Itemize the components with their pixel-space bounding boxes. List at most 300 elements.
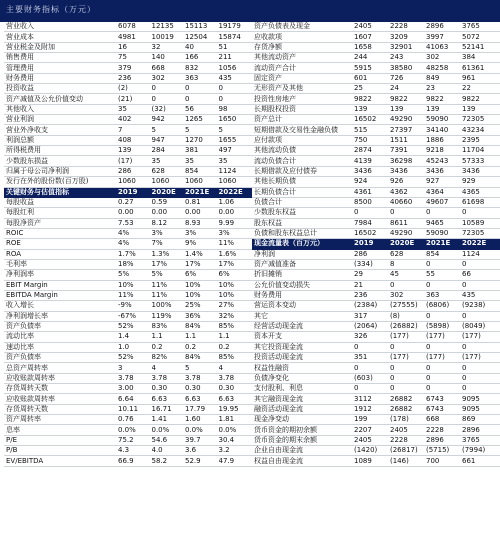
row-label: 流动资产合计 bbox=[254, 63, 296, 72]
value-cell: 51 bbox=[218, 42, 228, 51]
table-row bbox=[4, 291, 252, 301]
value-cell: 3.6 bbox=[185, 446, 197, 455]
value-cell: 236 bbox=[354, 291, 368, 300]
value-cell: 83% bbox=[151, 322, 168, 331]
value-cell: 0.81 bbox=[185, 198, 201, 207]
value-cell: 17% bbox=[218, 260, 235, 269]
value-cell: 3765 bbox=[462, 22, 480, 31]
value-cell: 6743 bbox=[426, 394, 444, 403]
value-cell: 0.00 bbox=[151, 208, 168, 217]
row-label: 短期借款及交易性金融负债 bbox=[254, 125, 338, 134]
table-row bbox=[252, 167, 500, 177]
value-cell: 9822 bbox=[426, 94, 444, 103]
value-cell: 5% bbox=[151, 270, 163, 279]
value-cell: 3997 bbox=[426, 32, 444, 41]
value-cell: 351 bbox=[354, 353, 368, 362]
row-label: 应收款项 bbox=[254, 32, 282, 41]
table-row bbox=[252, 322, 500, 332]
value-cell: 36298 bbox=[390, 156, 413, 165]
row-label: 流动负债合计 bbox=[254, 156, 296, 165]
table-row bbox=[4, 53, 252, 63]
row-label: 管理费用 bbox=[6, 63, 34, 72]
table-row bbox=[252, 415, 500, 425]
table-row bbox=[4, 105, 252, 115]
value-cell: 0 bbox=[390, 342, 395, 351]
value-cell: 0 bbox=[462, 384, 467, 393]
table-row bbox=[252, 198, 500, 208]
table-row bbox=[252, 208, 500, 218]
row-label: 固定资产 bbox=[254, 73, 282, 82]
value-cell: 286 bbox=[118, 166, 132, 175]
row-label: 毛利率 bbox=[6, 260, 27, 269]
row-label: 净利润 bbox=[254, 249, 275, 258]
value-cell: 0 bbox=[218, 84, 223, 93]
value-cell: 2207 bbox=[354, 425, 372, 434]
value-cell: 85% bbox=[218, 322, 235, 331]
value-cell: 1.1 bbox=[185, 332, 197, 341]
value-cell: 24 bbox=[390, 84, 399, 93]
table-row bbox=[4, 436, 252, 446]
value-cell: 52141 bbox=[462, 42, 485, 51]
value-cell: (177) bbox=[426, 332, 445, 341]
value-cell: (5898) bbox=[426, 322, 450, 331]
value-cell: 2228 bbox=[426, 425, 444, 434]
value-cell: 82% bbox=[151, 353, 168, 362]
table-row bbox=[4, 343, 252, 353]
value-cell: 12504 bbox=[185, 32, 208, 41]
value-cell: (9238) bbox=[462, 301, 486, 310]
table-row bbox=[252, 84, 500, 94]
value-cell: 317 bbox=[354, 311, 368, 320]
section-header-row bbox=[252, 239, 500, 249]
row-label: 总资产周转率 bbox=[6, 363, 48, 372]
table-row bbox=[252, 405, 500, 415]
row-label: 营业收入 bbox=[6, 22, 34, 31]
year-header-cell: 2021E bbox=[185, 187, 210, 196]
value-cell: 5915 bbox=[354, 63, 372, 72]
value-cell: 661 bbox=[462, 456, 476, 465]
value-cell: 40660 bbox=[390, 198, 413, 207]
value-cell: 1886 bbox=[426, 135, 444, 144]
row-label: 资产周转率 bbox=[6, 415, 41, 424]
value-cell: 236 bbox=[118, 73, 132, 82]
table-row bbox=[252, 53, 500, 63]
row-label: 净利润增长率 bbox=[6, 311, 48, 320]
value-cell: 4.3 bbox=[118, 446, 130, 455]
value-cell: 243 bbox=[390, 53, 404, 62]
value-cell: 1060 bbox=[151, 177, 170, 186]
value-cell: 3% bbox=[151, 229, 163, 238]
row-label: 投资收益 bbox=[6, 84, 34, 93]
row-label: 每股红利 bbox=[6, 208, 34, 217]
table-row bbox=[252, 270, 500, 280]
value-cell: 363 bbox=[185, 73, 199, 82]
value-cell: 16.71 bbox=[151, 404, 172, 413]
year-header-cell: 2020E bbox=[390, 239, 415, 248]
value-cell: 628 bbox=[151, 166, 165, 175]
value-cell: 35 bbox=[118, 104, 127, 113]
value-cell: 0.0% bbox=[151, 425, 170, 434]
row-label: 负债合计 bbox=[254, 198, 282, 207]
value-cell: 45 bbox=[390, 270, 399, 279]
table-row bbox=[4, 32, 252, 42]
row-label: 营业成本 bbox=[6, 32, 34, 41]
table-row bbox=[4, 363, 252, 373]
table-row bbox=[4, 84, 252, 94]
value-cell: 0.00 bbox=[118, 208, 134, 217]
table-row bbox=[4, 250, 252, 260]
value-cell: 854 bbox=[426, 249, 440, 258]
value-cell: 3436 bbox=[390, 166, 408, 175]
value-cell: 140 bbox=[151, 53, 165, 62]
value-cell: 3.78 bbox=[151, 373, 168, 382]
year-header-cell: 2022E bbox=[218, 187, 243, 196]
table-row bbox=[4, 198, 252, 208]
row-label: 其它融资现金流 bbox=[254, 394, 303, 403]
value-cell: 66.9 bbox=[118, 456, 134, 465]
value-cell: 36% bbox=[185, 311, 201, 320]
value-cell: 515 bbox=[354, 125, 368, 134]
value-cell: 1.81 bbox=[218, 415, 235, 424]
value-cell: 849 bbox=[426, 73, 440, 82]
value-cell: 2405 bbox=[354, 435, 372, 444]
value-cell: 9095 bbox=[462, 394, 480, 403]
value-cell: 3 bbox=[118, 363, 123, 372]
value-cell: 72305 bbox=[462, 115, 485, 124]
value-cell: 628 bbox=[390, 249, 404, 258]
table-row bbox=[4, 415, 252, 425]
value-cell: 52% bbox=[118, 353, 134, 362]
table-row bbox=[252, 115, 500, 125]
value-cell: 27397 bbox=[390, 125, 413, 134]
value-cell: 0 bbox=[462, 373, 467, 382]
table-row bbox=[252, 105, 500, 115]
value-cell: 29 bbox=[354, 270, 363, 279]
value-cell: 961 bbox=[462, 73, 476, 82]
row-label: 营运资本变动 bbox=[254, 301, 296, 310]
row-label: P/E bbox=[6, 435, 18, 444]
row-label: 货币资金的期初余额 bbox=[254, 425, 317, 434]
value-cell: 1060 bbox=[218, 177, 237, 186]
table-row bbox=[4, 384, 252, 394]
value-cell: 668 bbox=[151, 63, 165, 72]
value-cell: 39.7 bbox=[185, 435, 201, 444]
value-cell: 11% bbox=[218, 239, 235, 248]
table-row bbox=[252, 188, 500, 198]
value-cell: 26882 bbox=[390, 404, 413, 413]
value-cell: 49290 bbox=[390, 115, 413, 124]
value-cell: 3436 bbox=[354, 166, 372, 175]
row-label: 长期负债合计 bbox=[254, 187, 296, 196]
year-header-cell: 2020E bbox=[151, 187, 176, 196]
value-cell: 497 bbox=[218, 146, 232, 155]
value-cell: 55 bbox=[426, 270, 435, 279]
value-cell: 35 bbox=[218, 156, 228, 165]
table-row bbox=[252, 436, 500, 446]
value-cell: 1124 bbox=[218, 166, 237, 175]
value-cell: (8) bbox=[390, 311, 400, 320]
value-cell: 1060 bbox=[185, 177, 203, 186]
year-header-cell: 2022E bbox=[462, 239, 487, 248]
value-cell: 56 bbox=[185, 104, 194, 113]
value-cell: 1.7% bbox=[118, 249, 136, 258]
value-cell: 16 bbox=[118, 42, 127, 51]
value-cell: 0.0% bbox=[185, 425, 203, 434]
value-cell: 6.64 bbox=[118, 394, 134, 403]
value-cell: 924 bbox=[354, 177, 368, 186]
row-label: P/B bbox=[6, 446, 18, 455]
value-cell: 52.9 bbox=[185, 456, 201, 465]
row-label: 资产总计 bbox=[254, 115, 282, 124]
value-cell: 59090 bbox=[426, 115, 449, 124]
value-cell: 199 bbox=[354, 415, 368, 424]
row-label: 净利润率 bbox=[6, 270, 34, 279]
value-cell: (177) bbox=[462, 353, 481, 362]
value-cell: 84% bbox=[185, 353, 201, 362]
value-cell: 211 bbox=[218, 53, 232, 62]
value-cell: 832 bbox=[185, 63, 199, 72]
value-cell: 5 bbox=[185, 125, 190, 134]
value-cell: 85% bbox=[218, 353, 235, 362]
value-cell: 49290 bbox=[390, 229, 413, 238]
value-cell: 0 bbox=[390, 280, 395, 289]
value-cell: 947 bbox=[151, 135, 165, 144]
value-cell: 0.2 bbox=[185, 342, 197, 351]
table-row bbox=[252, 425, 500, 435]
row-label: 支付股利、利息 bbox=[254, 384, 303, 393]
report-title: 主要财务指标（万元） bbox=[6, 5, 96, 14]
row-label: 负债和股东权益总计 bbox=[254, 229, 317, 238]
value-cell: 402 bbox=[118, 115, 132, 124]
value-cell: 926 bbox=[390, 177, 404, 186]
value-cell: 0 bbox=[462, 311, 467, 320]
value-cell: 0 bbox=[354, 342, 359, 351]
value-cell: 379 bbox=[118, 63, 132, 72]
table-row bbox=[4, 146, 252, 156]
value-cell: 2896 bbox=[426, 22, 444, 31]
table-row bbox=[252, 43, 500, 53]
table-row bbox=[252, 291, 500, 301]
value-cell: 16502 bbox=[354, 229, 377, 238]
table-row bbox=[252, 219, 500, 229]
value-cell: 1912 bbox=[354, 404, 372, 413]
value-cell: 435 bbox=[218, 73, 232, 82]
table-row bbox=[4, 281, 252, 291]
value-cell: 6.63 bbox=[218, 394, 235, 403]
value-cell: 3.78 bbox=[185, 373, 201, 382]
value-cell: (2384) bbox=[354, 301, 378, 310]
value-cell: (334) bbox=[354, 260, 373, 269]
value-cell: 6.63 bbox=[185, 394, 201, 403]
value-cell: 6.63 bbox=[151, 394, 168, 403]
value-cell: (17) bbox=[118, 156, 133, 165]
value-cell: 139 bbox=[354, 104, 368, 113]
row-label: 财务费用 bbox=[254, 291, 282, 300]
value-cell: 7 bbox=[118, 125, 123, 134]
table-row bbox=[252, 32, 500, 42]
value-cell: 58.2 bbox=[151, 456, 168, 465]
value-cell: 0.59 bbox=[151, 198, 168, 207]
value-cell: 7391 bbox=[390, 146, 408, 155]
value-cell: 363 bbox=[426, 291, 440, 300]
table-row bbox=[252, 229, 500, 239]
value-cell: 0 bbox=[390, 208, 395, 217]
row-label: 息率 bbox=[6, 425, 20, 434]
value-cell: 0 bbox=[426, 208, 431, 217]
value-cell: 0 bbox=[462, 280, 467, 289]
table-row bbox=[4, 136, 252, 146]
row-label: 折旧摊销 bbox=[254, 270, 282, 279]
row-label: 其它投资现金流 bbox=[254, 342, 303, 351]
value-cell: 5072 bbox=[462, 32, 480, 41]
row-label: 归属于母公司净利润 bbox=[6, 166, 69, 175]
value-cell: 0.27 bbox=[118, 198, 134, 207]
row-label: 企业自由现金流 bbox=[254, 446, 303, 455]
table-row bbox=[4, 405, 252, 415]
value-cell: 22 bbox=[462, 84, 471, 93]
value-cell: 6743 bbox=[426, 404, 444, 413]
value-cell: 4.0 bbox=[151, 446, 163, 455]
value-cell: 75 bbox=[118, 53, 127, 62]
value-cell: 16502 bbox=[354, 115, 377, 124]
row-label: 权益性融资 bbox=[254, 363, 289, 372]
value-cell: 21 bbox=[354, 280, 363, 289]
table-row bbox=[4, 270, 252, 280]
value-cell: 384 bbox=[462, 53, 476, 62]
value-cell: 9465 bbox=[426, 218, 444, 227]
value-cell: 10% bbox=[218, 280, 235, 289]
value-cell: 1.41 bbox=[151, 415, 168, 424]
value-cell: 0 bbox=[354, 363, 359, 372]
value-cell: 1.3% bbox=[151, 249, 170, 258]
value-cell: 0.30 bbox=[218, 384, 235, 393]
value-cell: (7994) bbox=[462, 446, 486, 455]
value-cell: 302 bbox=[426, 53, 440, 62]
value-cell: 61698 bbox=[462, 198, 485, 207]
value-cell: 381 bbox=[185, 146, 199, 155]
row-label: ROA bbox=[6, 249, 22, 258]
value-cell: 10% bbox=[185, 280, 201, 289]
value-cell: 1089 bbox=[354, 456, 372, 465]
row-label: 营业外净收支 bbox=[6, 125, 48, 134]
value-cell: 1.0 bbox=[118, 342, 130, 351]
row-label: 存货周转天数 bbox=[6, 384, 48, 393]
value-cell: 98 bbox=[218, 104, 228, 113]
value-cell: 61361 bbox=[462, 63, 485, 72]
value-cell: 8611 bbox=[390, 218, 408, 227]
value-cell: 0 bbox=[390, 363, 395, 372]
value-cell: 929 bbox=[462, 177, 476, 186]
value-cell: 100% bbox=[151, 301, 172, 310]
value-cell: 48258 bbox=[426, 63, 449, 72]
row-label: 应收账款周转率 bbox=[6, 373, 55, 382]
report-header-bar bbox=[0, 0, 500, 22]
value-cell: 45243 bbox=[426, 156, 449, 165]
value-cell: 1.1 bbox=[218, 332, 230, 341]
table-row bbox=[252, 332, 500, 342]
value-cell: 2874 bbox=[354, 146, 372, 155]
value-cell: 139 bbox=[390, 104, 404, 113]
value-cell: 11% bbox=[151, 291, 168, 300]
value-cell: 9218 bbox=[426, 146, 444, 155]
value-cell: 139 bbox=[462, 104, 476, 113]
value-cell: 5% bbox=[118, 270, 130, 279]
value-cell: 0 bbox=[426, 260, 431, 269]
value-cell: 1124 bbox=[462, 249, 480, 258]
value-cell: (1420) bbox=[354, 446, 378, 455]
value-cell: 302 bbox=[390, 291, 404, 300]
value-cell: 869 bbox=[462, 415, 476, 424]
value-cell: 9822 bbox=[390, 94, 408, 103]
row-label: EBIT Margin bbox=[6, 280, 48, 289]
value-cell: 284 bbox=[151, 146, 165, 155]
table-row bbox=[4, 219, 252, 229]
value-cell: 0 bbox=[462, 342, 467, 351]
value-cell: 6078 bbox=[118, 22, 136, 31]
value-cell: 2896 bbox=[462, 425, 480, 434]
value-cell: 2228 bbox=[390, 435, 408, 444]
value-cell: 4365 bbox=[462, 187, 480, 196]
value-cell: -67% bbox=[118, 311, 137, 320]
value-cell: 9822 bbox=[462, 94, 480, 103]
value-cell: 0 bbox=[426, 363, 431, 372]
table-row bbox=[4, 394, 252, 404]
table-row bbox=[4, 94, 252, 104]
table-row bbox=[4, 374, 252, 384]
table-row bbox=[252, 446, 500, 456]
value-cell: 59090 bbox=[426, 229, 449, 238]
value-cell: 139 bbox=[426, 104, 440, 113]
value-cell: 0 bbox=[462, 260, 467, 269]
row-label: 资产减值准备 bbox=[254, 260, 296, 269]
value-cell: 32901 bbox=[390, 42, 413, 51]
row-label: 无形资产及其他 bbox=[254, 84, 303, 93]
row-label: 销售费用 bbox=[6, 53, 34, 62]
value-cell: 0.00 bbox=[218, 208, 235, 217]
row-label: 存货周转天数 bbox=[6, 404, 48, 413]
table-row bbox=[4, 332, 252, 342]
table-row bbox=[4, 22, 252, 32]
row-label: 流动比率 bbox=[6, 332, 34, 341]
row-label: 存货净额 bbox=[254, 42, 282, 51]
value-cell: 19.95 bbox=[218, 404, 239, 413]
row-label: 应付款项 bbox=[254, 135, 282, 144]
row-label: 资产负债率 bbox=[6, 353, 41, 362]
value-cell: -9% bbox=[118, 301, 132, 310]
value-cell: 8.93 bbox=[185, 218, 201, 227]
value-cell: 5 bbox=[218, 125, 223, 134]
value-cell: 10.11 bbox=[118, 404, 139, 413]
left-financial-table bbox=[4, 22, 252, 467]
value-cell: 8 bbox=[390, 260, 395, 269]
table-row bbox=[4, 312, 252, 322]
value-cell: 0 bbox=[426, 311, 431, 320]
value-cell: 40 bbox=[185, 42, 194, 51]
value-cell: 23 bbox=[426, 84, 435, 93]
value-cell: 0.2 bbox=[218, 342, 230, 351]
value-cell: 35 bbox=[151, 156, 161, 165]
row-label: 营业税金及附加 bbox=[6, 42, 55, 51]
year-header-cell: 2019 bbox=[354, 239, 374, 248]
value-cell: 3.78 bbox=[218, 373, 235, 382]
value-cell: 0.30 bbox=[185, 384, 201, 393]
table-row bbox=[4, 63, 252, 73]
value-cell: 0 bbox=[185, 84, 190, 93]
row-label: 其他流动资产 bbox=[254, 53, 296, 62]
value-cell: 668 bbox=[426, 415, 440, 424]
value-cell: 408 bbox=[118, 135, 132, 144]
value-cell: 4139 bbox=[354, 156, 372, 165]
